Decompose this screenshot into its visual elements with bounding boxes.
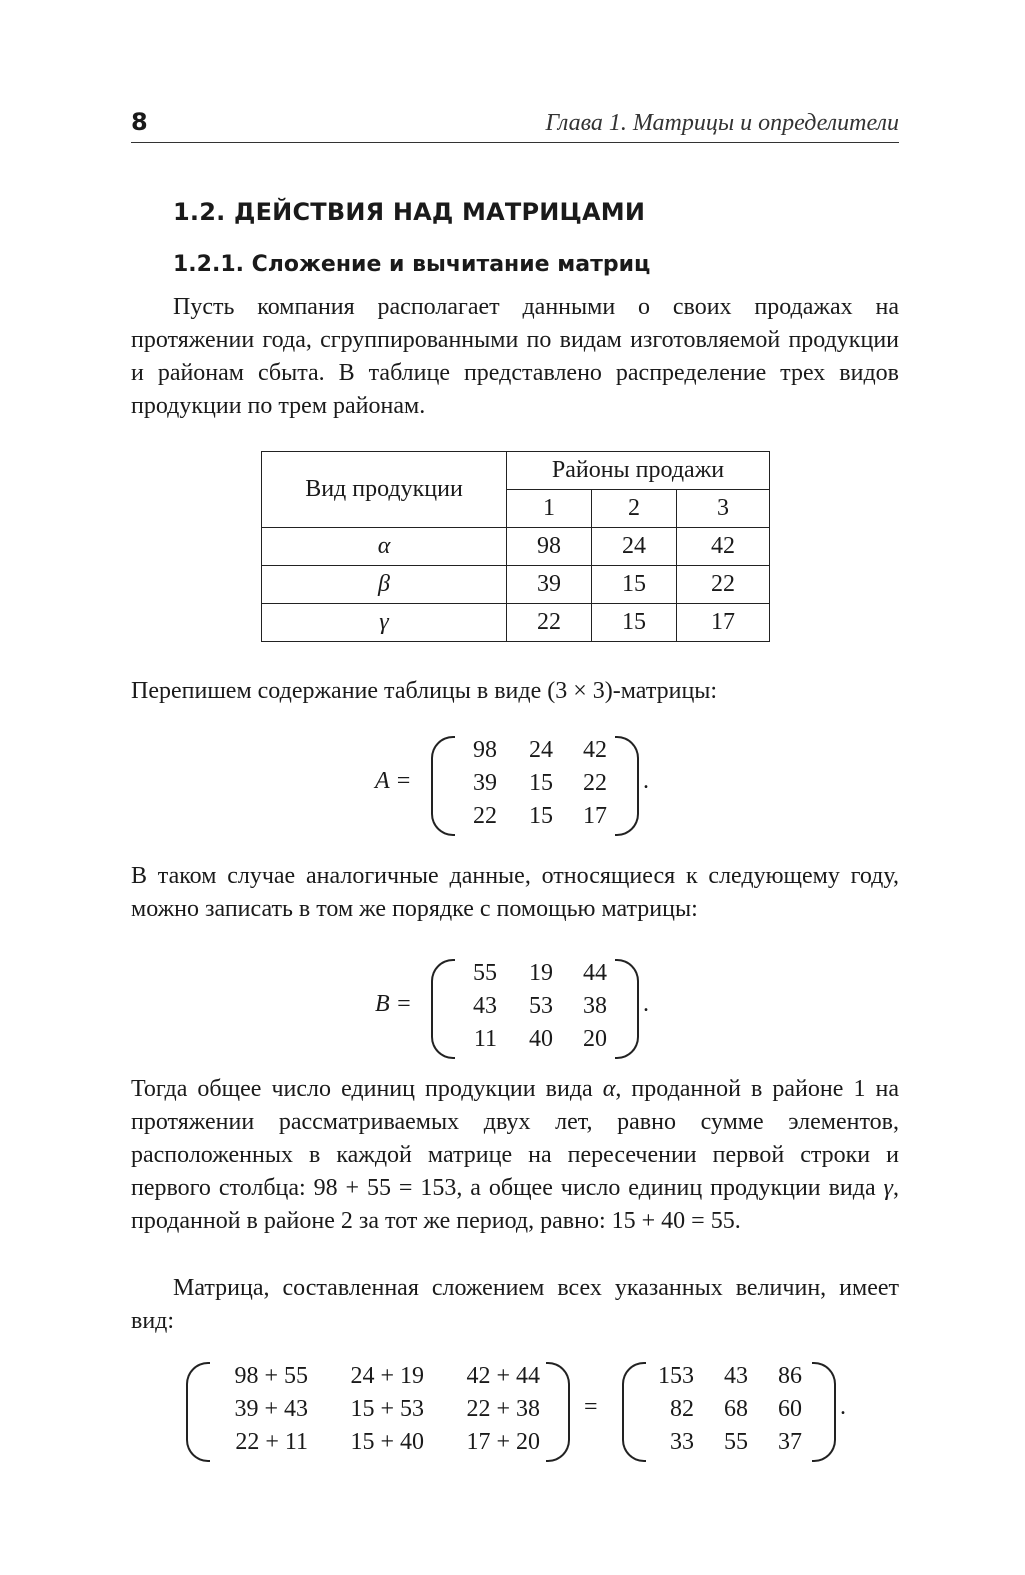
matrix-cell: 55 (473, 960, 497, 986)
matrix-cell: 43 (473, 993, 497, 1019)
equals-sign: = (584, 1394, 598, 1420)
table-cell: 22 (507, 604, 592, 642)
matrix-cell: 15 (529, 770, 553, 796)
table-cell: 24 (592, 528, 677, 566)
table-cell: 98 (507, 528, 592, 566)
matrix-cell: 22 + 38 (466, 1396, 540, 1422)
gamma-symbol: γ (883, 1175, 893, 1201)
table-group-header: Районы продажи (507, 452, 770, 490)
page-header (131, 108, 899, 143)
alpha-symbol: α (602, 1076, 616, 1102)
matrix-cell: 86 (778, 1363, 802, 1389)
table-column-header: 2 (592, 490, 677, 528)
right-paren (812, 1362, 836, 1462)
matrix-cell: 42 (583, 737, 607, 763)
table-cell: 15 (592, 566, 677, 604)
matrix-cell: 15 + 40 (350, 1429, 424, 1455)
matrix-cell: 15 (529, 803, 553, 829)
table-row-label: α (262, 528, 507, 566)
table-row-label: β (262, 566, 507, 604)
matrix-cell: 53 (529, 993, 553, 1019)
matrix-cell: 68 (724, 1396, 748, 1422)
paragraph-sum-matrix: Матрица, составленная сложением всех указанных величин, имеет вид: (131, 1275, 899, 1334)
right-paren (615, 736, 639, 836)
paragraph-rewrite: Перепишем содержание таблицы в виде (3 × 3)-матрицы: (131, 678, 718, 704)
paragraph-total (131, 1073, 899, 1238)
matrix-a-period: . (643, 768, 649, 794)
page-number: 8 (131, 108, 148, 136)
matrix-cell: 22 (583, 770, 607, 796)
left-paren (431, 959, 455, 1059)
matrix-cell: 37 (778, 1429, 802, 1455)
matrix-b-period: . (643, 991, 649, 1017)
subsection-heading: 1.2.1. Сложение и вычитание матриц (173, 252, 651, 277)
matrix-cell: 19 (529, 960, 553, 986)
paragraph-text: , проданной в районе 2 за тот же период, равно: 15 + 40 = 55. (131, 1175, 899, 1234)
matrix-b (375, 957, 675, 1061)
matrix-cell: 17 (583, 803, 607, 829)
matrix-cell: 82 (670, 1396, 694, 1422)
sales-table (261, 451, 770, 642)
table-cell: 17 (677, 604, 770, 642)
matrix-a-label: A = (375, 768, 412, 794)
sum-period: . (840, 1394, 846, 1420)
matrix-a-grid (461, 734, 607, 833)
table-row (262, 604, 770, 642)
matrix-cell: 98 (473, 737, 497, 763)
matrix-a (375, 734, 675, 838)
table-cell: 42 (677, 528, 770, 566)
table-column-header: 3 (677, 490, 770, 528)
matrix-cell: 15 + 53 (350, 1396, 424, 1422)
matrix-cell: 98 + 55 (234, 1363, 308, 1389)
matrix-cell: 55 (724, 1429, 748, 1455)
matrix-cell: 24 + 19 (350, 1363, 424, 1389)
left-paren (186, 1362, 210, 1462)
matrix-cell: 44 (583, 960, 607, 986)
matrix-cell: 39 (473, 770, 497, 796)
sum-equation (186, 1360, 906, 1464)
matrix-cell: 40 (529, 1026, 553, 1052)
matrix-b-grid (461, 957, 607, 1056)
section-heading: 1.2. ДЕЙСТВИЯ НАД МАТРИЦАМИ (173, 198, 646, 226)
paragraph-intro: Пусть компания располагает данными о своих продажах на протяжении года, сгруппированными по видам изготовляемой продукции и районам сбыта. В таблице представлено распределение трех видов продукции по трем районам. (131, 294, 899, 419)
matrix-cell: 43 (724, 1363, 748, 1389)
table-row (262, 566, 770, 604)
paragraph-text: , проданной в районе 1 на протяжении рассматриваемых двух лет, равно сумме элементов, расположенных в каждой матрице на пересечении первой строки и первого столбца: 98 + 55 = 153, а общее число единиц продукции вида (131, 1076, 899, 1201)
matrix-cell: 60 (778, 1396, 802, 1422)
table-column-header: 1 (507, 490, 592, 528)
paragraph-text: Тогда общее число единиц продукции вида (131, 1076, 603, 1102)
sum-grid (218, 1360, 540, 1459)
paragraph-next-year: В таком случае аналогичные данные, относящиеся к следующему году, можно записать в том же порядке с помощью матрицы: (131, 863, 899, 922)
matrix-cell: 42 + 44 (466, 1363, 540, 1389)
matrix-cell: 17 + 20 (466, 1429, 540, 1455)
result-grid (648, 1360, 802, 1459)
table-row-header: Вид продукции (262, 452, 507, 528)
right-paren (546, 1362, 570, 1462)
matrix-b-label: B = (375, 991, 412, 1017)
left-paren (622, 1362, 646, 1462)
left-paren (431, 736, 455, 836)
running-title: Глава 1. Матрицы и определители (545, 110, 899, 136)
matrix-cell: 22 + 11 (235, 1429, 308, 1455)
matrix-cell: 153 (658, 1363, 694, 1389)
table-cell: 39 (507, 566, 592, 604)
table-row-label: γ (262, 604, 507, 642)
table-cell: 22 (677, 566, 770, 604)
right-paren (615, 959, 639, 1059)
matrix-cell: 39 + 43 (234, 1396, 308, 1422)
matrix-cell: 38 (583, 993, 607, 1019)
matrix-cell: 24 (529, 737, 553, 763)
matrix-cell: 20 (583, 1026, 607, 1052)
matrix-cell: 11 (473, 1026, 497, 1052)
table-cell: 15 (592, 604, 677, 642)
matrix-cell: 33 (670, 1429, 694, 1455)
matrix-cell: 22 (473, 803, 497, 829)
table-row (262, 528, 770, 566)
